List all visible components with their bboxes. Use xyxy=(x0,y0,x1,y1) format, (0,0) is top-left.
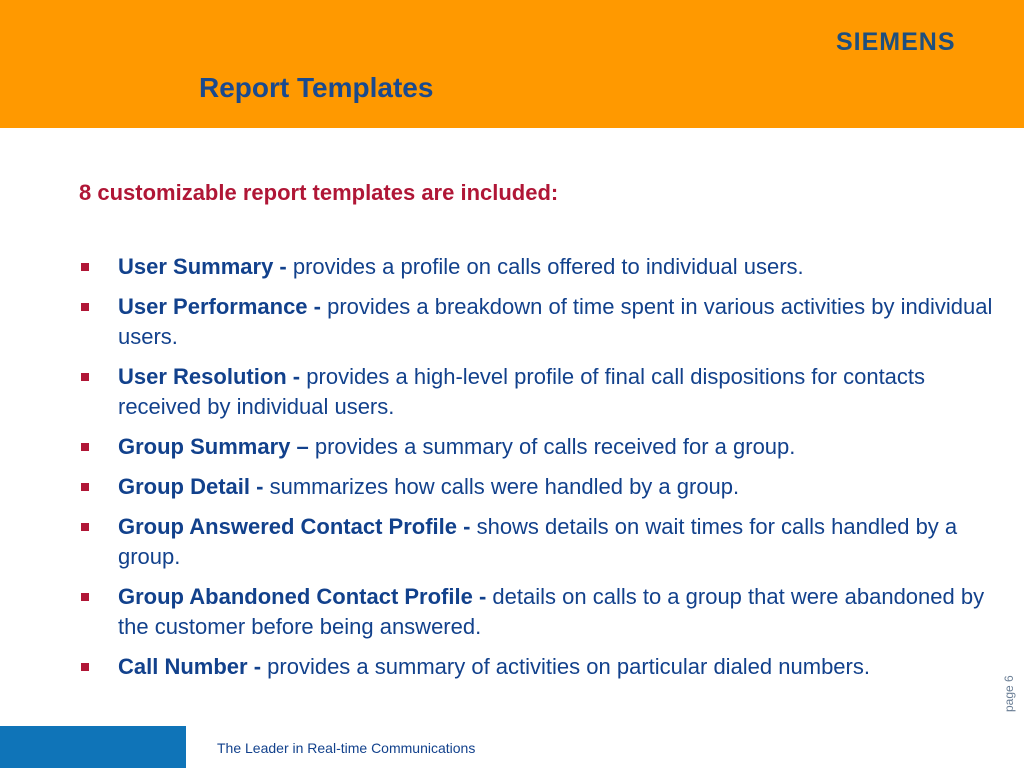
template-name: Call Number - xyxy=(118,654,262,679)
template-name: User Performance - xyxy=(118,294,321,319)
list-item xyxy=(80,652,1000,682)
template-description: provides a summary of calls received for a group. xyxy=(314,434,796,459)
square-bullet-icon xyxy=(81,303,89,311)
square-bullet-icon xyxy=(81,483,89,491)
intro-text: 8 customizable report templates are included: xyxy=(79,180,559,205)
template-description: provides a profile on calls offered to individual users. xyxy=(292,254,804,279)
square-bullet-icon xyxy=(81,373,89,381)
template-name: User Resolution - xyxy=(118,364,301,389)
template-name: User Summary - xyxy=(118,254,287,279)
list-item xyxy=(80,512,1000,572)
footer-color-block xyxy=(0,726,186,768)
list-item xyxy=(80,252,1000,282)
template-description: summarizes how calls were handled by a group. xyxy=(269,474,740,499)
square-bullet-icon xyxy=(81,443,89,451)
report-template-list xyxy=(80,252,1000,692)
template-description: details on calls to a group that were abandoned by the customer before being answered. xyxy=(118,584,985,639)
template-name: Group Abandoned Contact Profile - xyxy=(118,584,487,609)
template-name: Group Summary – xyxy=(118,434,309,459)
template-description: provides a summary of activities on particular dialed numbers. xyxy=(267,654,870,679)
list-item xyxy=(80,292,1000,352)
square-bullet-icon xyxy=(81,663,89,671)
template-description: shows details on wait times for calls handled by a group. xyxy=(118,514,958,569)
template-description: provides a high-level profile of final call dispositions for contacts received by individual users. xyxy=(118,364,926,419)
page-number: page 6 xyxy=(1002,675,1016,712)
siemens-logo: SIEMENS xyxy=(836,28,956,56)
square-bullet-icon xyxy=(81,593,89,601)
list-item xyxy=(80,472,1000,502)
list-item xyxy=(80,582,1000,642)
slide-title: Report Templates xyxy=(199,72,434,103)
list-item xyxy=(80,432,1000,462)
template-name: Group Answered Contact Profile - xyxy=(118,514,471,539)
list-item xyxy=(80,362,1000,422)
header-band xyxy=(0,0,1024,128)
footer-tagline: The Leader in Real-time Communications xyxy=(217,740,476,756)
template-name: Group Detail - xyxy=(118,474,264,499)
square-bullet-icon xyxy=(81,523,89,531)
template-description: provides a breakdown of time spent in various activities by individual users. xyxy=(118,294,993,349)
square-bullet-icon xyxy=(81,263,89,271)
